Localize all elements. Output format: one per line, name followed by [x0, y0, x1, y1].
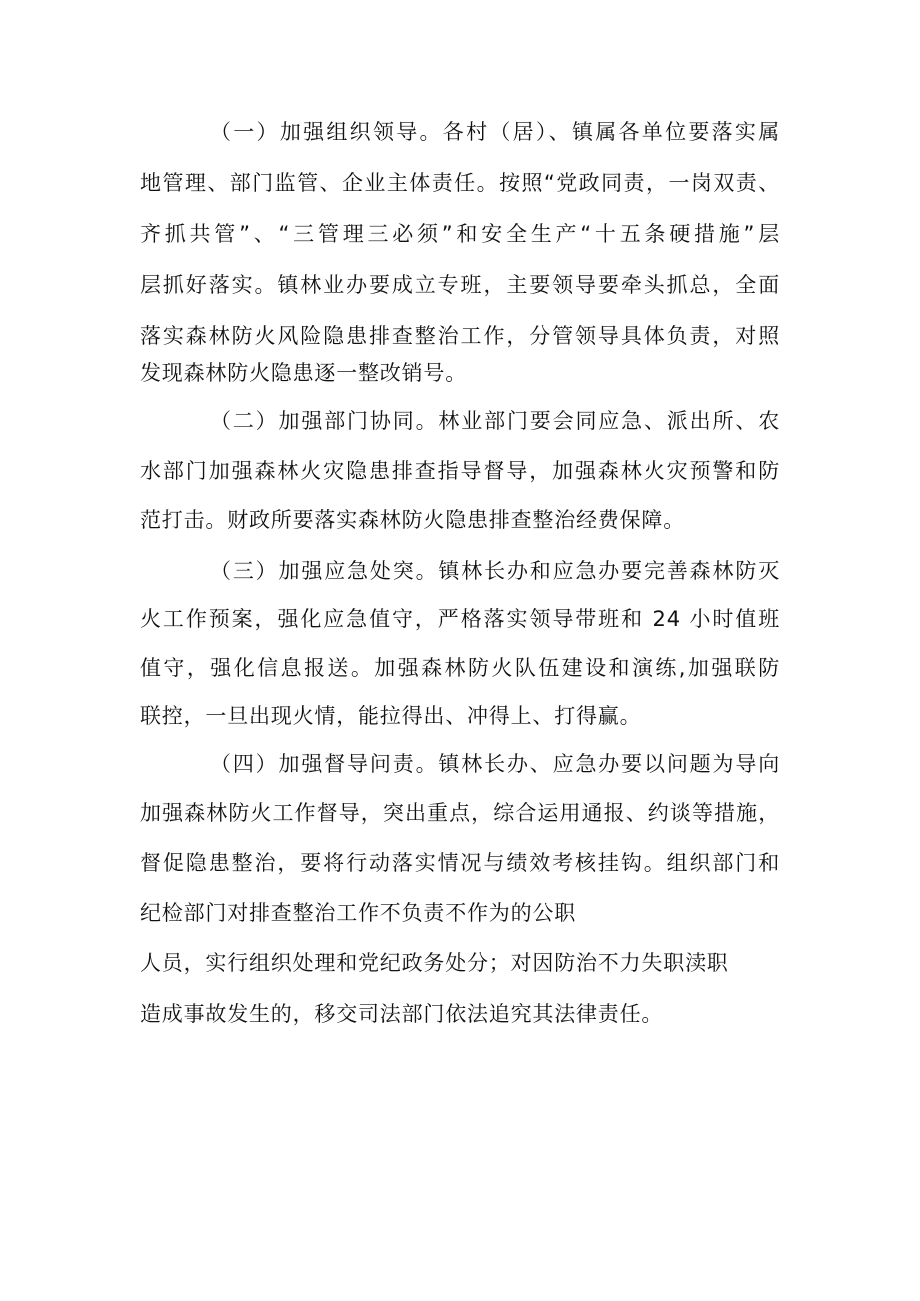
paragraph-4-line-3: 督促隐患整治，要将行动落实情况与绩效考核挂钩。组织部门和 [140, 851, 780, 875]
paragraph-3-line-4: 联控，一旦出现火情，能拉得出、冲得上、打得赢。 [140, 704, 642, 728]
paragraph-4-line-1: （四）加强督导问责。镇林长办、应急办要以问题为导向 [210, 752, 780, 776]
paragraph-1-line-2: 地管理、部门监管、企业主体责任。按照“党政同责，一岗双责、 [140, 171, 780, 195]
paragraph-3-line-1: （三）加强应急处突。镇林长办和应急办要完善森林防灭 [210, 559, 780, 583]
paragraph-1-line-5: 落实森林防火风险隐患排查整治工作，分管领导具体负责，对照 [140, 324, 780, 348]
paragraph-1-line-3: 齐抓共管”、“三管理三必须”和安全生产“十五条硬措施”层 [140, 222, 780, 246]
paragraph-1-line-4: 层抓好落实。镇林业办要成立专班，主要领导要牵头抓总，全面 [140, 273, 780, 297]
paragraph-2-line-3: 范打击。财政所要落实森林防火隐患排查整治经费保障。 [140, 508, 685, 532]
paragraph-1-line-6: 发现森林防火隐患逐一整改销号。 [140, 361, 467, 385]
paragraph-4-line-4: 纪检部门对排查整治工作不负责不作为的公职 [140, 901, 576, 925]
paragraph-4-line-6: 造成事故发生的，移交司法部门依法追究其法律责任。 [140, 1002, 664, 1026]
paragraph-3-line-2: 火工作预案，强化应急值守，严格落实领导带班和 24 小时值班 [140, 607, 780, 631]
paragraph-2-line-2: 水部门加强森林火灾隐患排查指导督导，加强森林火灾预警和防 [140, 459, 780, 483]
paragraph-4-line-2: 加强森林防火工作督导，突出重点，综合运用通报、约谈等措施， [140, 801, 780, 825]
paragraph-4-line-5: 人员，实行组织处理和党纪政务处分；对因防治不力失职渎职 [140, 951, 729, 975]
paragraph-3-line-3: 值守，强化信息报送。加强森林防火队伍建设和演练,加强联防 [140, 656, 780, 680]
paragraph-2-line-1: （二）加强部门协同。林业部门要会同应急、派出所、农 [210, 409, 780, 433]
paragraph-1-line-1: （一）加强组织领导。各村（居）、镇属各单位要落实属 [210, 120, 780, 144]
